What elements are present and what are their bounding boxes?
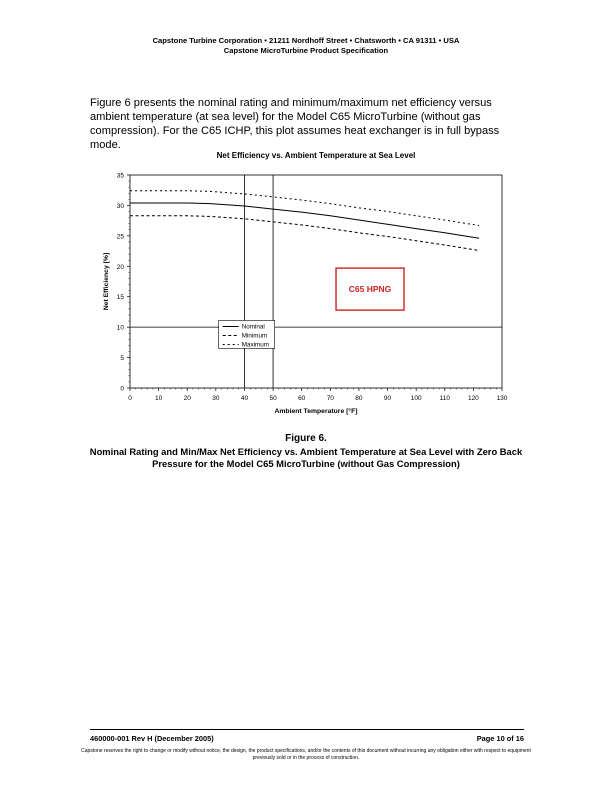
- legend-label-nominal: Nominal: [241, 323, 265, 331]
- series-line-minimum: [130, 216, 479, 251]
- x-tick-label: 130: [496, 395, 508, 402]
- y-tick-label: 20: [116, 263, 124, 271]
- efficiency-chart: [96, 164, 516, 424]
- header-address: Capstone Turbine Corporation • 21211 Nordhoff Street • Chatsworth • CA 91311 • USA: [152, 36, 460, 45]
- x-axis-label: Ambient Temperature [°F]: [274, 408, 358, 415]
- header-subtitle: Capstone MicroTurbine Product Specification: [223, 46, 389, 55]
- y-tick-label: 5: [120, 355, 124, 363]
- x-tick-label: 0: [128, 395, 132, 402]
- x-tick-label: 10: [154, 395, 163, 402]
- y-tick-label: 25: [116, 233, 124, 241]
- x-tick-label: 90: [383, 395, 392, 402]
- footer-divider: [90, 729, 524, 730]
- y-tick-label: 30: [116, 202, 124, 210]
- x-tick-label: 100: [410, 395, 422, 402]
- y-tick-label: 0: [120, 385, 124, 393]
- legend-label-maximum: Maximum: [241, 341, 270, 349]
- y-tick-label: 15: [116, 294, 124, 302]
- series-line-nominal: [130, 203, 479, 238]
- intro-paragraph: Figure 6 presents the nominal rating and minimum/maximum net efficiency versus ambient temperature (at sea level) for the Model C65 MicroTurbine (without gas compression). For the C65 ICHP, this plot assumes heat exchanger is in full bypass mode.: [90, 97, 500, 151]
- legend-label-minimum: Minimum: [241, 332, 268, 340]
- plot-frame: [130, 175, 502, 388]
- x-tick-label: 60: [298, 395, 306, 402]
- x-tick-label: 110: [439, 395, 450, 402]
- y-axis-label: Net Efficiency [%]: [103, 252, 110, 311]
- x-tick-label: 40: [240, 395, 249, 402]
- annotation-label: C65 HPNG: [348, 284, 392, 295]
- caption-text: Nominal Rating and Min/Max Net Efficiency vs. Ambient Temperature at Sea Level with Zero Back Pressure for the Model C65 MicroTurbine (without Gas Compression): [89, 446, 523, 469]
- x-tick-label: 70: [326, 395, 334, 402]
- page-header: [0, 36, 612, 56]
- x-tick-label: 20: [183, 395, 191, 402]
- footer-disclaimer: Capstone reserves the right to change or modify without notice, the design, the product specifications, and/or the contents of this document without incurring any obligation either with respect to equipment previously sold or in the process of construction.: [81, 748, 531, 761]
- footer-doc-id: 460000-001 Rev H (December 2005): [90, 734, 214, 743]
- footer-page-number: Page 10 of 16: [476, 734, 524, 743]
- chart-title: Net Efficiency vs. Ambient Temperature at Sea Level: [216, 151, 416, 160]
- y-tick-label: 35: [116, 172, 124, 180]
- y-tick-label: 10: [116, 324, 124, 332]
- series-line-maximum: [130, 191, 479, 226]
- x-tick-label: 50: [269, 395, 277, 402]
- x-tick-label: 30: [212, 395, 220, 402]
- figure-caption: [80, 433, 532, 470]
- x-tick-label: 80: [355, 395, 363, 402]
- x-tick-label: 120: [467, 395, 479, 402]
- caption-title: Figure 6.: [285, 433, 327, 444]
